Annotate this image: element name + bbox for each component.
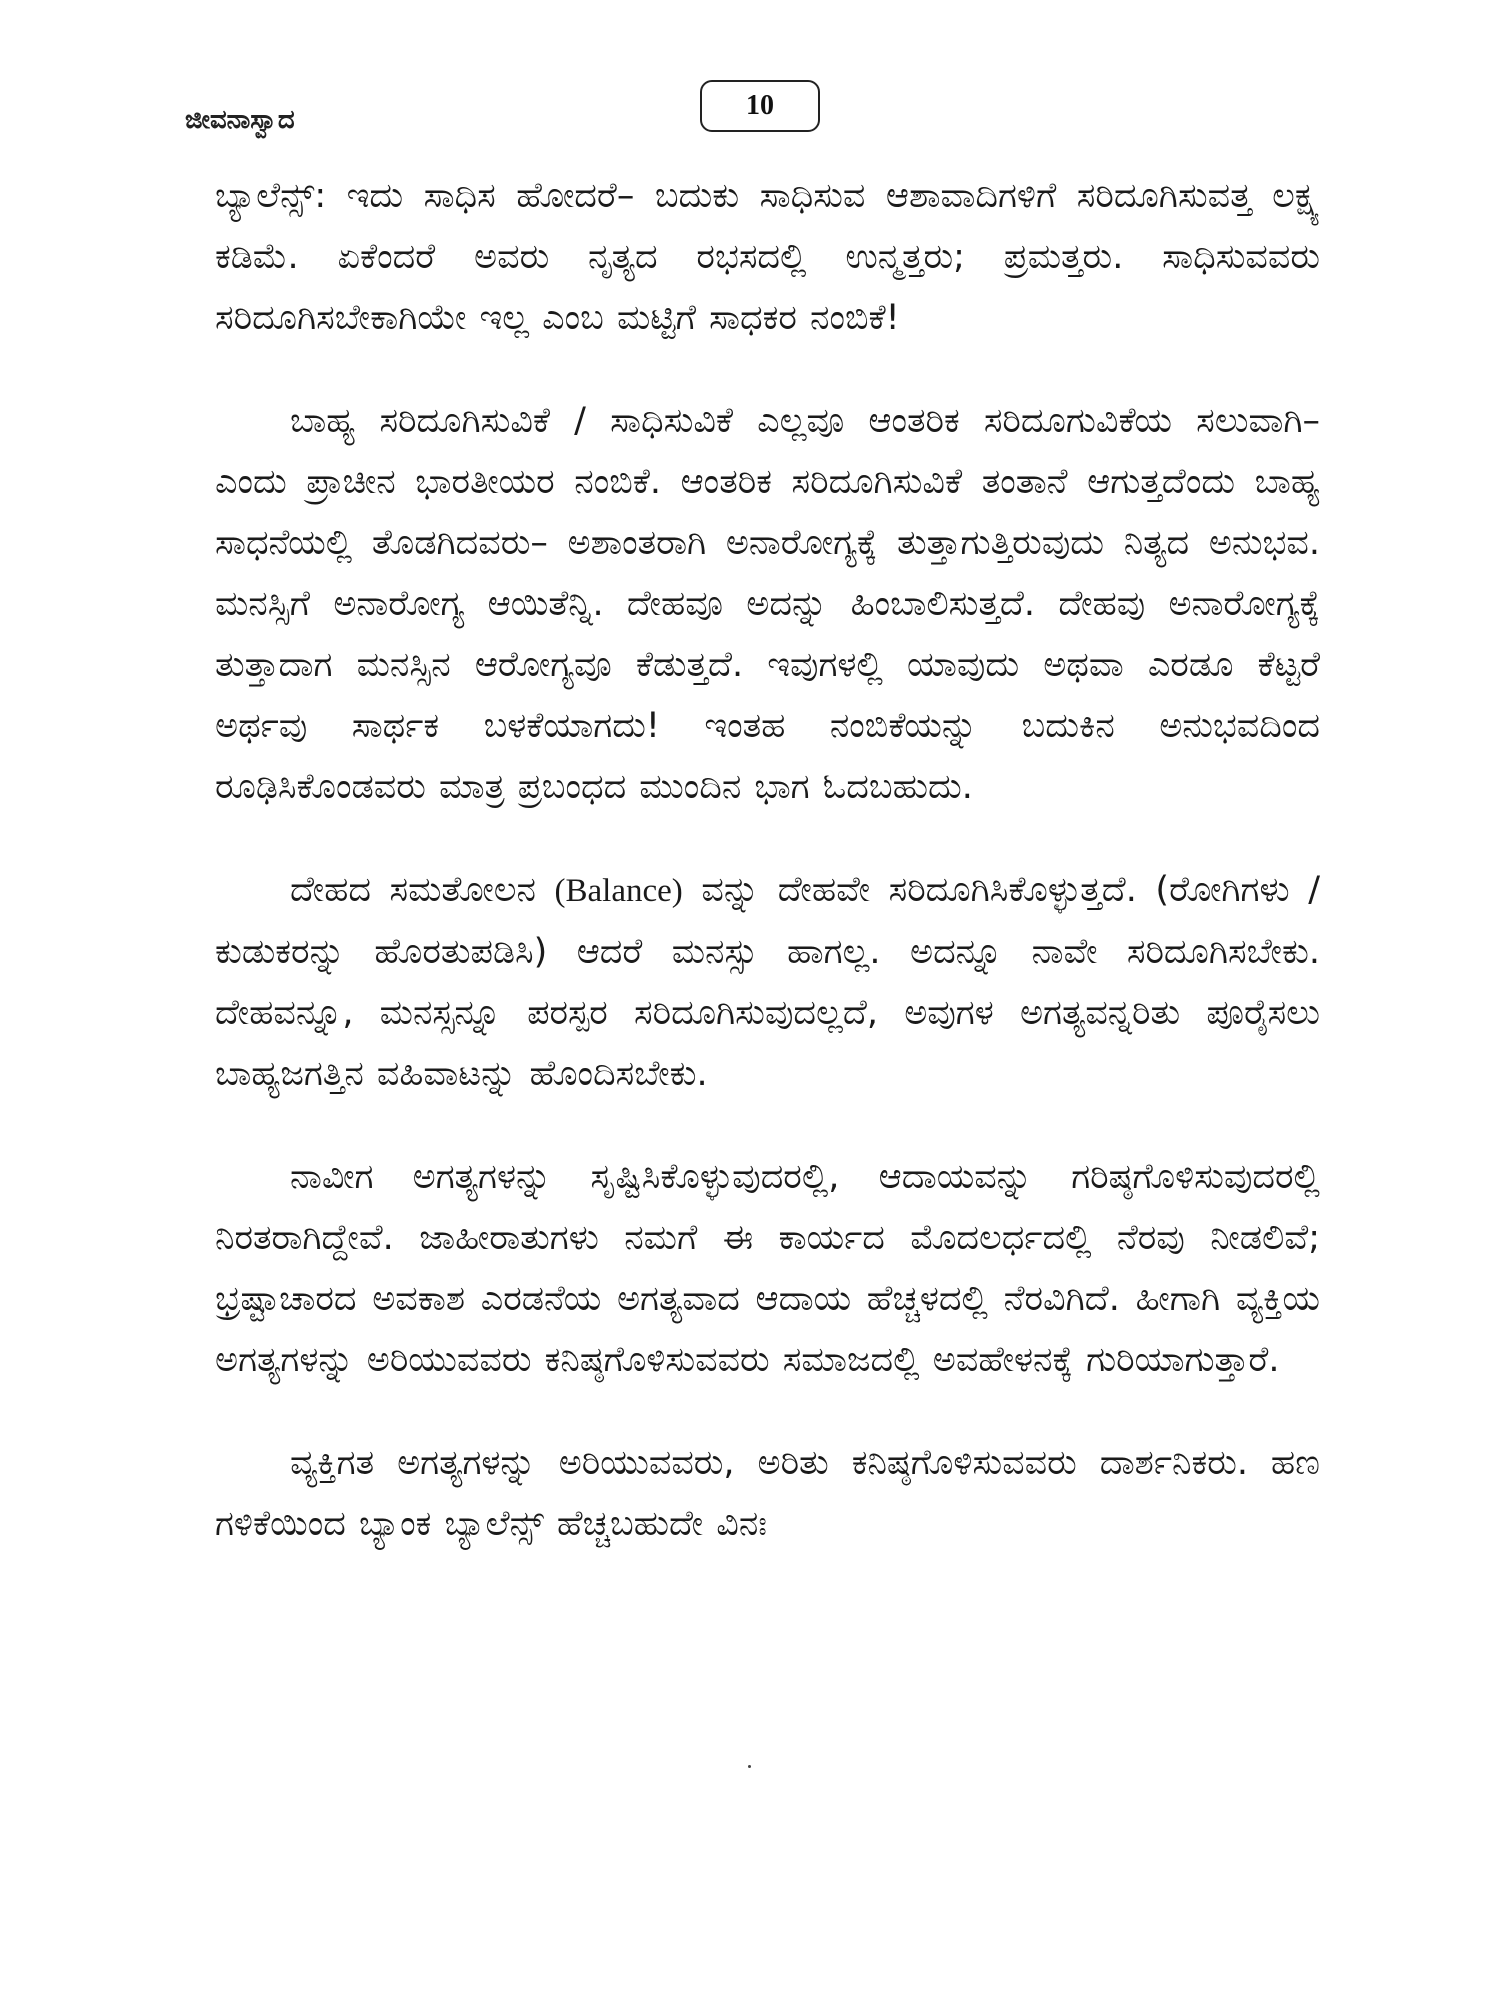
print-speck — [748, 1765, 751, 1768]
body-text — [215, 166, 1320, 1555]
page-number-box — [700, 80, 820, 132]
paragraph-3-rest: ವನ್ನು ದೇಹವೇ ಸರಿದೂಗಿಸಿಕೊಳ್ಳುತ್ತದೆ. (ರೋಗಿಗಳು / ಕುಡುಕರನ್ನು ಹೊರತುಪಡಿಸಿ) ಆದರೆ ಮನಸ್ಸು ಹಾಗಲ್ಲ. ಅದನ್ನೂ ನಾವೇ ಸರಿದೂಗಿಸಬೇಕು. ದೇಹವನ್ನೂ, ಮನಸ್ಸನ್ನೂ ಪರಸ್ಪರ ಸರಿದೂಗಿಸುವುದಲ್ಲದೆ, ಅವುಗಳ ಅಗತ್ಯವನ್ನರಿತು ಪೂರೈಸಲು ಬಾಹ್ಯಜಗತ್ತಿನ ವಹಿವಾಟನ್ನು ಹೊಂದಿಸಬೇಕು. — [215, 870, 1320, 1094]
paragraph-2: ಬಾಹ್ಯ ಸರಿದೂಗಿಸುವಿಕೆ / ಸಾಧಿಸುವಿಕೆ ಎಲ್ಲವೂ ಆಂತರಿಕ ಸರಿದೂಗುವಿಕೆಯ ಸಲುವಾಗಿ– ಎಂದು ಪ್ರಾಚೀನ ಭಾರತೀಯರ ನಂಬಿಕೆ. ಆಂತರಿಕ ಸರಿದೂಗಿಸುವಿಕೆ ತಂತಾನೆ ಆಗುತ್ತದೆಂದು ಬಾಹ್ಯ ಸಾಧನೆಯಲ್ಲಿ ತೊಡಗಿದವರು– ಅಶಾಂತರಾಗಿ ಅನಾರೋಗ್ಯಕ್ಕೆ ತುತ್ತಾಗುತ್ತಿರುವುದು ನಿತ್ಯದ ಅನುಭವ. ಮನಸ್ಸಿಗೆ ಅನಾರೋಗ್ಯ ಆಯಿತೆನ್ನಿ. ದೇಹವೂ ಅದನ್ನು ಹಿಂಬಾಲಿಸುತ್ತದೆ. ದೇಹವು ಅನಾರೋಗ್ಯಕ್ಕೆ ತುತ್ತಾದಾಗ ಮನಸ್ಸಿನ ಆರೋಗ್ಯವೂ ಕೆಡುತ್ತದೆ. ಇವುಗಳಲ್ಲಿ ಯಾವುದು ಅಥವಾ ಎರಡೂ ಕೆಟ್ಟರೆ ಅರ್ಥವು ಸಾರ್ಥಕ ಬಳಕೆಯಾಗದು! ಇಂತಹ ನಂಬಿಕೆಯನ್ನು ಬದುಕಿನ ಅನುಭವದಿಂದ ರೂಢಿಸಿಕೊಂಡವರು ಮಾತ್ರ ಪ್ರಬಂಧದ ಮುಂದಿನ ಭಾಗ ಓದಬಹುದು. — [215, 401, 1320, 807]
paragraph-4: ನಾವೀಗ ಅಗತ್ಯಗಳನ್ನು ಸೃಷ್ಟಿಸಿಕೊಳ್ಳುವುದರಲ್ಲಿ, ಆದಾಯವನ್ನು ಗರಿಷ್ಠಗೊಳಿಸುವುದರಲ್ಲಿ ನಿರತರಾಗಿದ್ದೇವೆ. ಜಾಹೀರಾತುಗಳು ನಮಗೆ ಈ ಕಾರ್ಯದ ಮೊದಲರ್ಧದಲ್ಲಿ ನೆರವು ನೀಡಲಿವೆ; ಭ್ರಷ್ಟಾಚಾರದ ಅವಕಾಶ ಎರಡನೆಯ ಅಗತ್ಯವಾದ ಆದಾಯ ಹೆಚ್ಚಳದಲ್ಲಿ ನೆರವಿಗಿದೆ. ಹೀಗಾಗಿ ವ್ಯಕ್ತಿಯ ಅಗತ್ಯಗಳನ್ನು ಅರಿಯುವವರು ಕನಿಷ್ಠಗೊಳಿಸುವವರು ಸಮಾಜದಲ್ಲಿ ಅವಹೇಳನಕ್ಕೆ ಗುರಿಯಾಗುತ್ತಾರೆ. — [215, 1157, 1320, 1380]
running-title: ಜೀವನಾಸ್ವಾದ — [185, 105, 295, 135]
paragraph-3-start: ದೇಹದ ಸಮತೋಲನ — [290, 870, 555, 910]
paragraph-1: ಬ್ಯಾಲೆನ್ಸ್: ಇದು ಸಾಧಿಸ ಹೋದರೆ– ಬದುಕು ಸಾಧಿಸುವ ಆಶಾವಾದಿಗಳಿಗೆ ಸರಿದೂಗಿಸುವತ್ತ ಲಕ್ಷ್ಯ ಕಡಿಮೆ. ಏಕೆಂದರೆ ಅವರು ನೃತ್ಯದ ರಭಸದಲ್ಲಿ ಉನ್ಮತ್ತರು; ಪ್ರಮತ್ತರು. ಸಾಧಿಸುವವರು ಸರಿದೂಗಿಸಬೇಕಾಗಿಯೇ ಇಲ್ಲ ಎಂಬ ಮಟ್ಟಿಗೆ ಸಾಧಕರ ನಂಬಿಕೆ! — [215, 176, 1320, 338]
paragraph-5: ವ್ಯಕ್ತಿಗತ ಅಗತ್ಯಗಳನ್ನು ಅರಿಯುವವರು, ಅರಿತು ಕನಿಷ್ಠಗೊಳಿಸುವವರು ದಾರ್ಶನಿಕರು. ಹಣ ಗಳಿಕೆಯಿಂದ ಬ್ಯಾಂಕ ಬ್ಯಾಲೆನ್ಸ್ ಹೆಚ್ಚಬಹುದೇ ವಿನಃ — [215, 1443, 1320, 1544]
page-number: 10 — [746, 90, 774, 121]
paragraph-3-latin-term: (Balance) — [554, 873, 683, 909]
paragraph-3 — [215, 860, 1320, 1105]
